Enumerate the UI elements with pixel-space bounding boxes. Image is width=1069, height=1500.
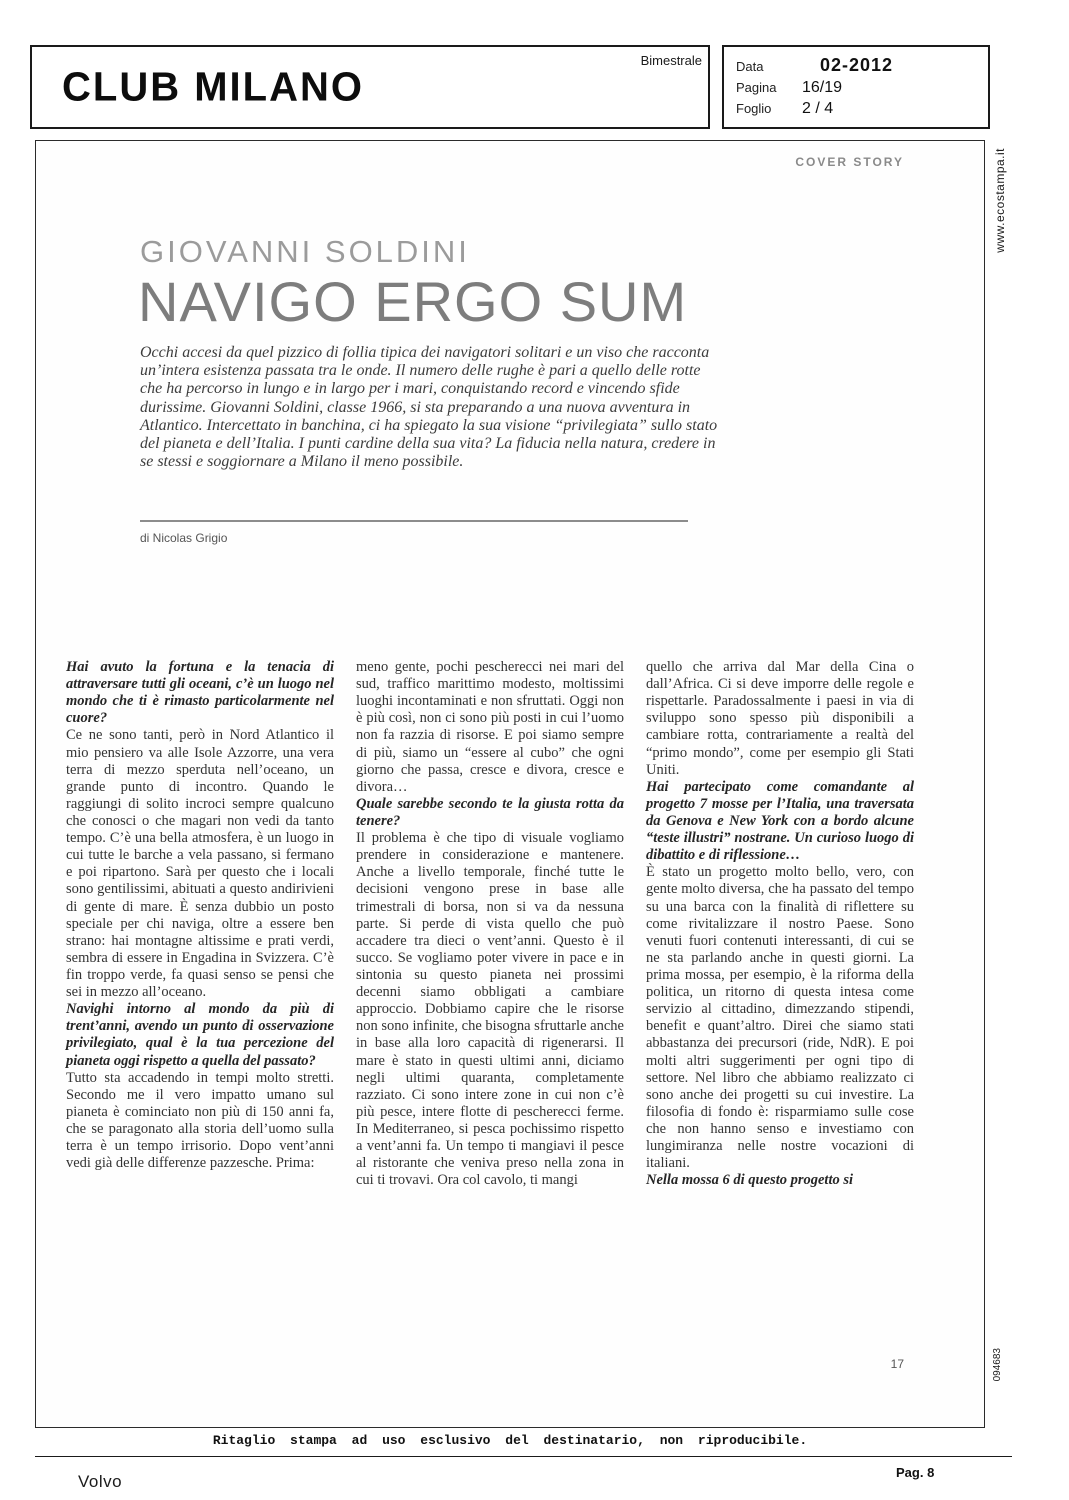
- meta-value-page: 16/19: [802, 79, 843, 96]
- interview-question: Navighi intorno al mondo da più di trent’anni, avendo un punto di osservazione privilegiato, qual è la tua percezione del pianeta oggi rispetto a quella del passato?: [66, 1001, 334, 1069]
- interview-answer: Tutto sta accadendo in tempi molto stretti. Secondo me il vero impatto umano sul pianeta è cominciato non più di 150 anni fa, che se paragonato alla storia dell’uomo sulla terra è un tempo irrisorio. Dopo vent’anni vedi già delle differenze pazzesche. Prima:: [66, 1069, 334, 1172]
- publication-name: CLUB MILANO: [62, 64, 364, 110]
- bottom-divider: [35, 1456, 1012, 1457]
- ecostampa-website: www.ecostampa.it: [993, 148, 1007, 253]
- article-intro: Occhi accesi da quel pizzico di follia tipica dei navigatori solitari e un viso che racconta un’intera esistenza passata tra le onde. Il numero delle rughe è pari a quello delle rotte che ha percorso in lungo e in largo per i mari, conquistando record e vincendo sfide durissime. Giovanni Soldini, classe 1966, si sta preparando a una nuova avventura in Atlantico. Intercettato in banchina, ci ha spiegato la sua visione “privilegiata” sullo stato del pianeta e dell’Italia. I punti cardine della sua vita? La fiducia nella natura, credere in se stessi e soggiornare a Milano il meno possibile.: [140, 344, 718, 471]
- meta-label-page: Pagina: [736, 80, 777, 95]
- meta-value-date: 02-2012: [820, 55, 894, 75]
- meta-value-sheet: 2 / 4: [802, 100, 834, 117]
- meta-row-date: [736, 55, 988, 76]
- interview-answer: Ce ne sono tanti, però in Nord Atlantico il mio pensiero va alle Isole Azzorre, una vera terra di mezzo sperduta nell’oceano, un grande punto di incontro. Quando le raggiungi di solito incroci sempre qualcuno che conosci o che magari non vedi da tanto tempo. C’è una bella atmosfera, è un luogo in cui tutte le barche a vela passano, si fermano e poi ripartono. Sarà per questo che i locali sono gentilissimi, abituati a questo andirivieni di gente di mare. È senza dubbio un posto speciale per chi naviga, oltre a essere ben strano: hai montagne altissime e prati verdi, sembra di essere in Engadina in Svizzera. C’è fin troppo verde, fa quasi senso se pensi che sei in mezzo all’oceano.: [66, 727, 334, 1001]
- interview-question: Quale sarebbe secondo te la giusta rotta da tenere?: [356, 795, 624, 829]
- interview-answer: Il problema è che tipo di visuale vogliamo prendere in considerazione e mantenere. Anche a livello temporale, finché tutte le decisioni vengono prese in base alle trimestrali di borsa, non si va da nessuna parte. Si perde di vista quello che può accadere tra dieci o vent’anni. Questo è il succo. Se vogliamo poter vivere in pace e in sintonia su questo pianeta nei prossimi decenni siamo obbligati a cambiare approccio. Dobbiamo capire che le risorse non sono infinite, che bisogna sfruttarle anche in base alla loro capacità di rigenerarsi. Il mare è stato in questi ultimi anni, diciamo negli ultimi quaranta, completamente razziato. Ci sono intere zone in cui non c’è più pesce, intere flotte di pescherecci ferme. In Mediterraneo, si pesca pochissimo rispetto a vent’anni fa. Un tempo ti mangiavi il pesce al ristorante che veniva preso nella zona in cui ti trovavi. Ora col cavolo, ti mangi: [356, 830, 624, 1189]
- clipping-meta-box: [722, 45, 990, 129]
- article-column: [66, 659, 334, 1189]
- meta-label-date: Data: [736, 59, 764, 74]
- interview-answer: meno gente, pochi pescherecci nei mari del sud, traffico marittimo modesto, moltissimi luoghi incontaminati e non sfruttati. Oggi non è più così, non ci sono più posti in cui l’uomo non fa razzia di risorse. E poi siamo sempre di più, siamo un “essere al cubo” che ogni giorno che passa, cresce e divora, cresce e divora…: [356, 659, 624, 795]
- interview-answer: quello che arriva dal Mar della Cina o dall’Africa. Ci si deve imporre delle regole e rispettarle. Paradossalmente i paesi in via di sviluppo sono spesso più disponibili a cambiare rotta, contrariamente a realtà del “primo mondo”, come per esempio gli Stati Uniti.: [646, 659, 914, 778]
- article-column: [646, 659, 914, 1189]
- section-kicker: COVER STORY: [795, 155, 904, 169]
- client-brand: Volvo: [78, 1472, 123, 1491]
- clipping-page-label: Pag. 8: [896, 1465, 935, 1480]
- article-column: [356, 659, 624, 1189]
- article-overline: GIOVANNI SOLDINI: [140, 234, 470, 269]
- article-page: [35, 140, 985, 1428]
- interview-question: Nella mossa 6 di questo progetto si: [646, 1172, 854, 1189]
- intro-divider: [140, 520, 688, 522]
- article-title: NAVIGO ERGO SUM: [138, 270, 688, 333]
- article-columns: [66, 659, 916, 1189]
- interview-question: Hai avuto la fortuna e la tenacia di attraversare tutti gli oceani, c’è un luogo nel mondo che ti è rimasto particolarmente nel cuore?: [66, 659, 334, 727]
- clipping-code: 094683: [992, 1348, 1003, 1382]
- masthead-box: [30, 45, 710, 129]
- magazine-page-number: 17: [890, 1357, 904, 1371]
- meta-label-sheet: Foglio: [736, 101, 772, 116]
- article-byline: di Nicolas Grigio: [140, 531, 228, 545]
- frequency-label: Bimestrale: [640, 53, 702, 68]
- reproduction-notice: Ritaglio stampa ad uso esclusivo del destinatario, non riproducibile.: [212, 1433, 808, 1448]
- interview-question: Hai partecipato come comandante al progetto 7 mosse per l’Italia, una traversata da Genova e New York con a bordo alcune “teste illustri” nostrane. Un curioso luogo di dibattito e di riflessione…: [646, 778, 914, 864]
- meta-row-sheet: [736, 100, 988, 118]
- meta-row-page: [736, 79, 988, 97]
- interview-answer: È stato un progetto molto bello, vero, con gente molto diversa, che ha passato del tempo su una barca con la finalità di riflettere su come rivitalizzare il nostro Paese. Sono venuti fuori contenuti interessanti, di cui se ne sta parlando anche in questi giorni. La prima mossa, per esempio, è la riforma della politica, un ritorno di questa intesa come servizio al cittadino, dimezzando stipendi, benefit e quant’altro. Direi che siamo stati abbastanza dei precursori (ride, NdR). E poi molti altri suggerimenti per ogni tipo di settore. Nel libro che abbiamo realizzato ci sono anche dei progetti su cui investire. La filosofia di fondo è: risparmiamo sulle cose che non hanno senso e investiamo con lungimiranza nelle nostre vocazioni di italiani.: [646, 864, 914, 1172]
